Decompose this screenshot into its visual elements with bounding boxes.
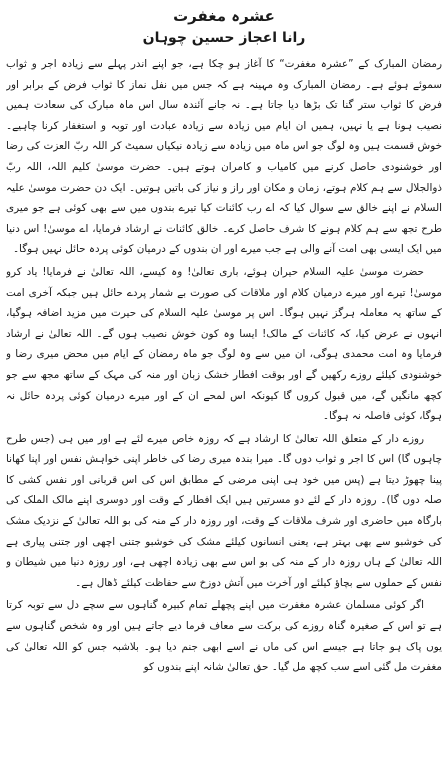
article-body xyxy=(6,54,442,678)
article-title: عشرہ مغفرت xyxy=(173,7,275,25)
article-paragraph-4: اگر کوئی مسلمان عشرہ مغفرت میں اپنے پچھلے تمام کبیرہ گناہوں سے سچے دل سے توبہ کرتا ہے تو اس کے صغیرہ گناہ روزے کی برکت سے معاف فرما دیے جاتے ہیں اور وہ شخص گناہوں سے یوں پاک ہو جاتا ہے جیسے اس کی ماں نے اسے ابھی جنم دیا ہو۔ بلاشبہ جس کو اللہ تعالیٰ کی مغفرت مل گئی اسے سب کچھ مل گیا۔ حق تعالیٰ شانہ اپنے بندوں کو xyxy=(6,599,442,674)
article-paragraph-3: روزے دار کے متعلق اللہ تعالیٰ کا ارشاد ہے کہ روزہ خاص میرے لئے ہے اور میں ہی (جس طرح چاہوں گا) اس کا اجر و ثواب دوں گا۔ میرا بندہ میری رضا کی خاطر اپنی خواہش نفس اور اپنا کھانا پینا چھوڑ دیتا ہے (پس میں خود ہی اپنی مرضی کے مطابق اس کی اس قربانی اور نفس کشی کا صلہ دوں گا)۔ روزہ دار کے لئے دو مسرتیں ہیں ایک افطار کے وقت اور دوسری اپنے مالک الملک کی بارگاہ میں حاضری اور شرف ملاقات کے وقت، اور روزہ دار کے منہ کی بو اللہ تعالیٰ کے نزدیک مشک کی خوشبو سے بھی بہتر ہے، یعنی انسانوں کیلئے مشک کی خوشبو جتنی اچھی اور جتنی پیاری ہے اللہ تعالیٰ کے ہاں روزہ دار کے منہ کی بو اس سے بھی زیادہ اچھی ہے، اور روزہ دنیا میں شیطان و نفس کے حملوں سے بچاؤ کیلئے اور آخرت میں آتش دوزخ سے حفاظت کیلئے ڈھال ہے۔ xyxy=(6,432,442,589)
article-paragraph-1: رمضان المبارک کے ”عشرہ مغفرت“ کا آغاز ہو چکا ہے، جو اپنے اندر پہلے سے زیادہ اجر و ثواب سموئے ہوئے ہے۔ رمضان المبارک وہ مہینہ ہے کہ جس میں نفل نماز کا ثواب فرض کے برابر اور فرض کا ثواب ستر گنا تک بڑھا دیا جاتا ہے۔ نہ جانے آئندہ سال اس ماہ مبارک کی سعادت ہمیں نصیب ہونا ہے یا نہیں، ہمیں ان ایام میں زیادہ سے زیادہ عبادت اور توبہ و استغفار کرنا چاہیے۔ خوش قسمت ہیں وہ لوگ جو اس ماہ میں زیادہ سے زیادہ نیکیاں سمیٹ کر اللہ ربّ العزت کی رضا اور خوشنودی حاصل کرنے میں کامیاب و کامران ہوتے ہیں۔ حضرت موسیٰ کلیم اللہ، اللہ ربّ ذوالجلال سے ہم کلام ہوتے، زمان و مکان اور راز و نیاز کی باتیں ہوتیں۔ ایک دن حضرت موسیٰ علیہ السلام نے اپنے خالق سے سوال کیا کہ اے رب کائنات کیا تیرے بندوں میں سے بھی کوئی ہے جو میری طرح تجھ سے ہم کلام ہونے کا شرف حاصل کرے۔ خالق کائنات نے ارشاد فرمایا، اے موسیٰ! اس دنیا میں ایک ایسی بھی امت آنے والی ہے جب میرے اور ان بندوں کے درمیان کوئی پردہ حائل نہیں ہوگا۔ xyxy=(6,58,442,256)
author-byline: رانا اعجاز حسین چوہان xyxy=(142,30,306,46)
article-paragraph-2: حضرت موسیٰ علیہ السلام حیران ہوئے، باری تعالیٰ! وہ کیسے، اللہ تعالیٰ نے فرمایا! یاد کرو موسیٰ! تیرے اور میرے درمیان کلام اور ملاقات کی صورت بے شمار پردے حائل ہیں جبکہ آخری امت کے ساتھ یہ معاملہ ہرگز نہیں ہوگا۔ اس پر موسیٰ علیہ السلام کی حیرت میں مزید اضافہ ہوگیا، انہوں نے عرض کیا، کہ کائنات کے مالک! ایسا وہ کون خوش نصیب ہوں گے۔ اللہ تعالیٰ نے ارشاد فرمایا وہ امت محمدی ہوگی، ان میں سے وہ لوگ جو ماہ رمضان کے ایام میں محض میری رضا و خوشنودی کیلئے روزے رکھیں گے اور بوقت افطار خشک زبان اور منہ کی مہک کے ساتھ مجھ سے جو کچھ مانگیں گے، میں قبول کروں گا کیونکہ اس لمحے ان کے اور میرے درمیان کوئی پردہ حائل نہ ہوگا، کوئی فاصلہ نہ ہوگا۔ xyxy=(6,265,442,423)
article-page xyxy=(6,4,442,759)
